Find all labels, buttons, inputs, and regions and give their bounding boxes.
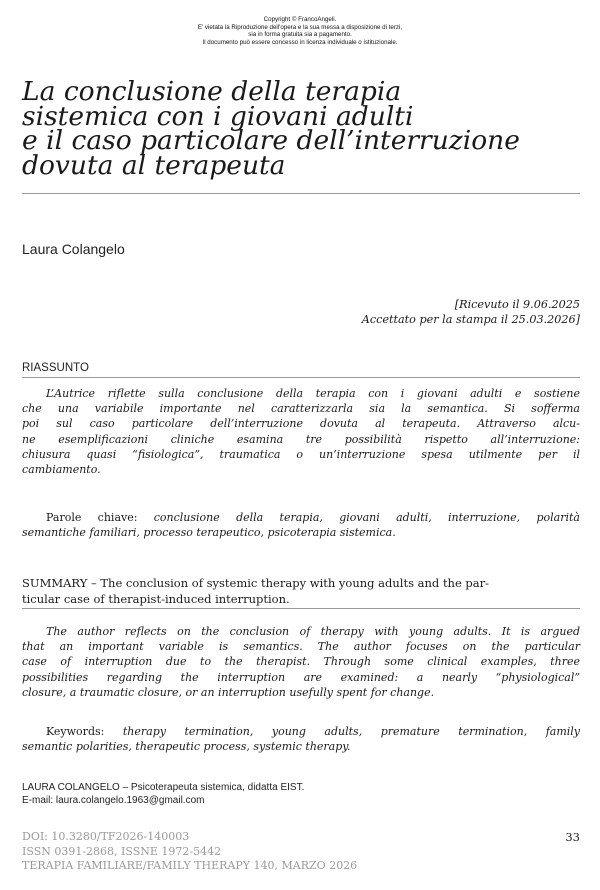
keywords-line: [22, 724, 580, 739]
keywords-terms: semantiche familiari, processo terapeutico, psicoterapia sistemica.: [22, 526, 396, 540]
title-line: La conclusione della terapia: [22, 76, 402, 107]
author-affiliation: LAURA COLANGELO – Psicoterapeuta sistemica, didatta EIST.: [22, 782, 305, 793]
abstract-line: possibilities regarding the interruption are examined: a nearly “physiological”: [22, 670, 580, 684]
author-footnote: [22, 781, 304, 807]
summary-heading-line: ticular case of therapist-induced interruption.: [22, 591, 290, 606]
summary-heading: [22, 576, 580, 607]
riassunto-abstract: [22, 386, 580, 477]
keywords-label: Keywords:: [46, 725, 105, 738]
abstract-line: poi sul caso particolare dell’interruzione dovuta al terapeuta. Attraverso alcu-: [22, 417, 580, 431]
summary-abstract: [22, 624, 580, 700]
riassunto-heading: RIASSUNTO: [22, 362, 89, 374]
doi: DOI: 10.3280/TF2026-140003: [22, 830, 190, 843]
keywords-terms: conclusione della terapia, giovani adulti, interruzione, polarità: [153, 511, 580, 524]
title-line: sistemica con i giovani adulti: [22, 100, 414, 132]
summary-divider: [22, 608, 580, 609]
issn: ISSN 0391-2868, ISSNE 1972-5442: [22, 844, 222, 858]
abstract-line: ne esemplificazioni cliniche esamina tre possibilità rispetto all’interruzione:: [22, 432, 580, 446]
page-footer: [22, 830, 357, 874]
abstract-line: cambiamento.: [22, 463, 101, 477]
copyright-line: Copyright © FrancoAngeli.: [263, 16, 337, 23]
copyright-line: sia in forma gratuita sia a pagamento.: [248, 31, 352, 39]
abstract-line: that an important variable is semantics. The author focuses on the particular: [22, 640, 580, 654]
abstract-line: case of interruption due to the therapist. Through some clinical examples, three: [22, 655, 580, 669]
copyright-line: E' vietata la Riproduzione dell'opera e la sua messa a disposizione di terzi,: [197, 23, 403, 31]
keywords-label: Parole chiave:: [46, 511, 138, 524]
received-dates: [362, 297, 580, 327]
abstract-line: chiusura quasi “fisiologica”, traumatica o un’interruzione spesa utilmente per il: [22, 447, 580, 461]
abstract-line: che una variabile importante nel caratterizzarla sia la semantica. Si sofferma: [22, 402, 580, 416]
summary-keywords: [22, 724, 580, 754]
title-line: e il caso particolare dell’interruzione: [22, 125, 520, 156]
author-email: E-mail: laura.colangelo.1963@gmail.com: [22, 795, 205, 806]
abstract-line: The author reflects on the conclusion of therapy with young adults. It is argued: [46, 625, 580, 638]
riassunto-keywords: [22, 510, 580, 540]
received-line: [Ricevuto il 9.06.2025: [454, 298, 580, 311]
journal-issue: TERAPIA FAMILIARE/FAMILY THERAPY 140, MARZO 2026: [22, 859, 358, 872]
keywords-terms: semantic polarities, therapeutic process, systemic therapy.: [22, 740, 351, 754]
copyright-notice: [0, 16, 600, 46]
page-number: 33: [565, 830, 580, 844]
title-divider: [22, 193, 580, 194]
accepted-line: Accettato per la stampa il 25.03.2026]: [361, 313, 580, 326]
abstract-line: L’Autrice riflette sulla conclusione della terapia con i giovani adulti e sostiene: [46, 387, 580, 400]
abstract-line: closure, a traumatic closure, or an interruption usefully spent for change.: [22, 685, 435, 699]
summary-heading-line: SUMMARY – The conclusion of systemic therapy with young adults and the par-: [22, 576, 490, 590]
article-title: [22, 76, 582, 181]
author-name: Laura Colangelo: [22, 241, 125, 257]
keywords-terms: therapy termination, young adults, premature termination, family: [122, 725, 581, 738]
copyright-line: Il documento può essere concesso in licenza individuale o istituzionale.: [202, 38, 398, 46]
riassunto-divider: [22, 377, 580, 378]
title-line: dovuta al terapeuta: [22, 149, 286, 181]
keywords-line: [22, 510, 580, 525]
